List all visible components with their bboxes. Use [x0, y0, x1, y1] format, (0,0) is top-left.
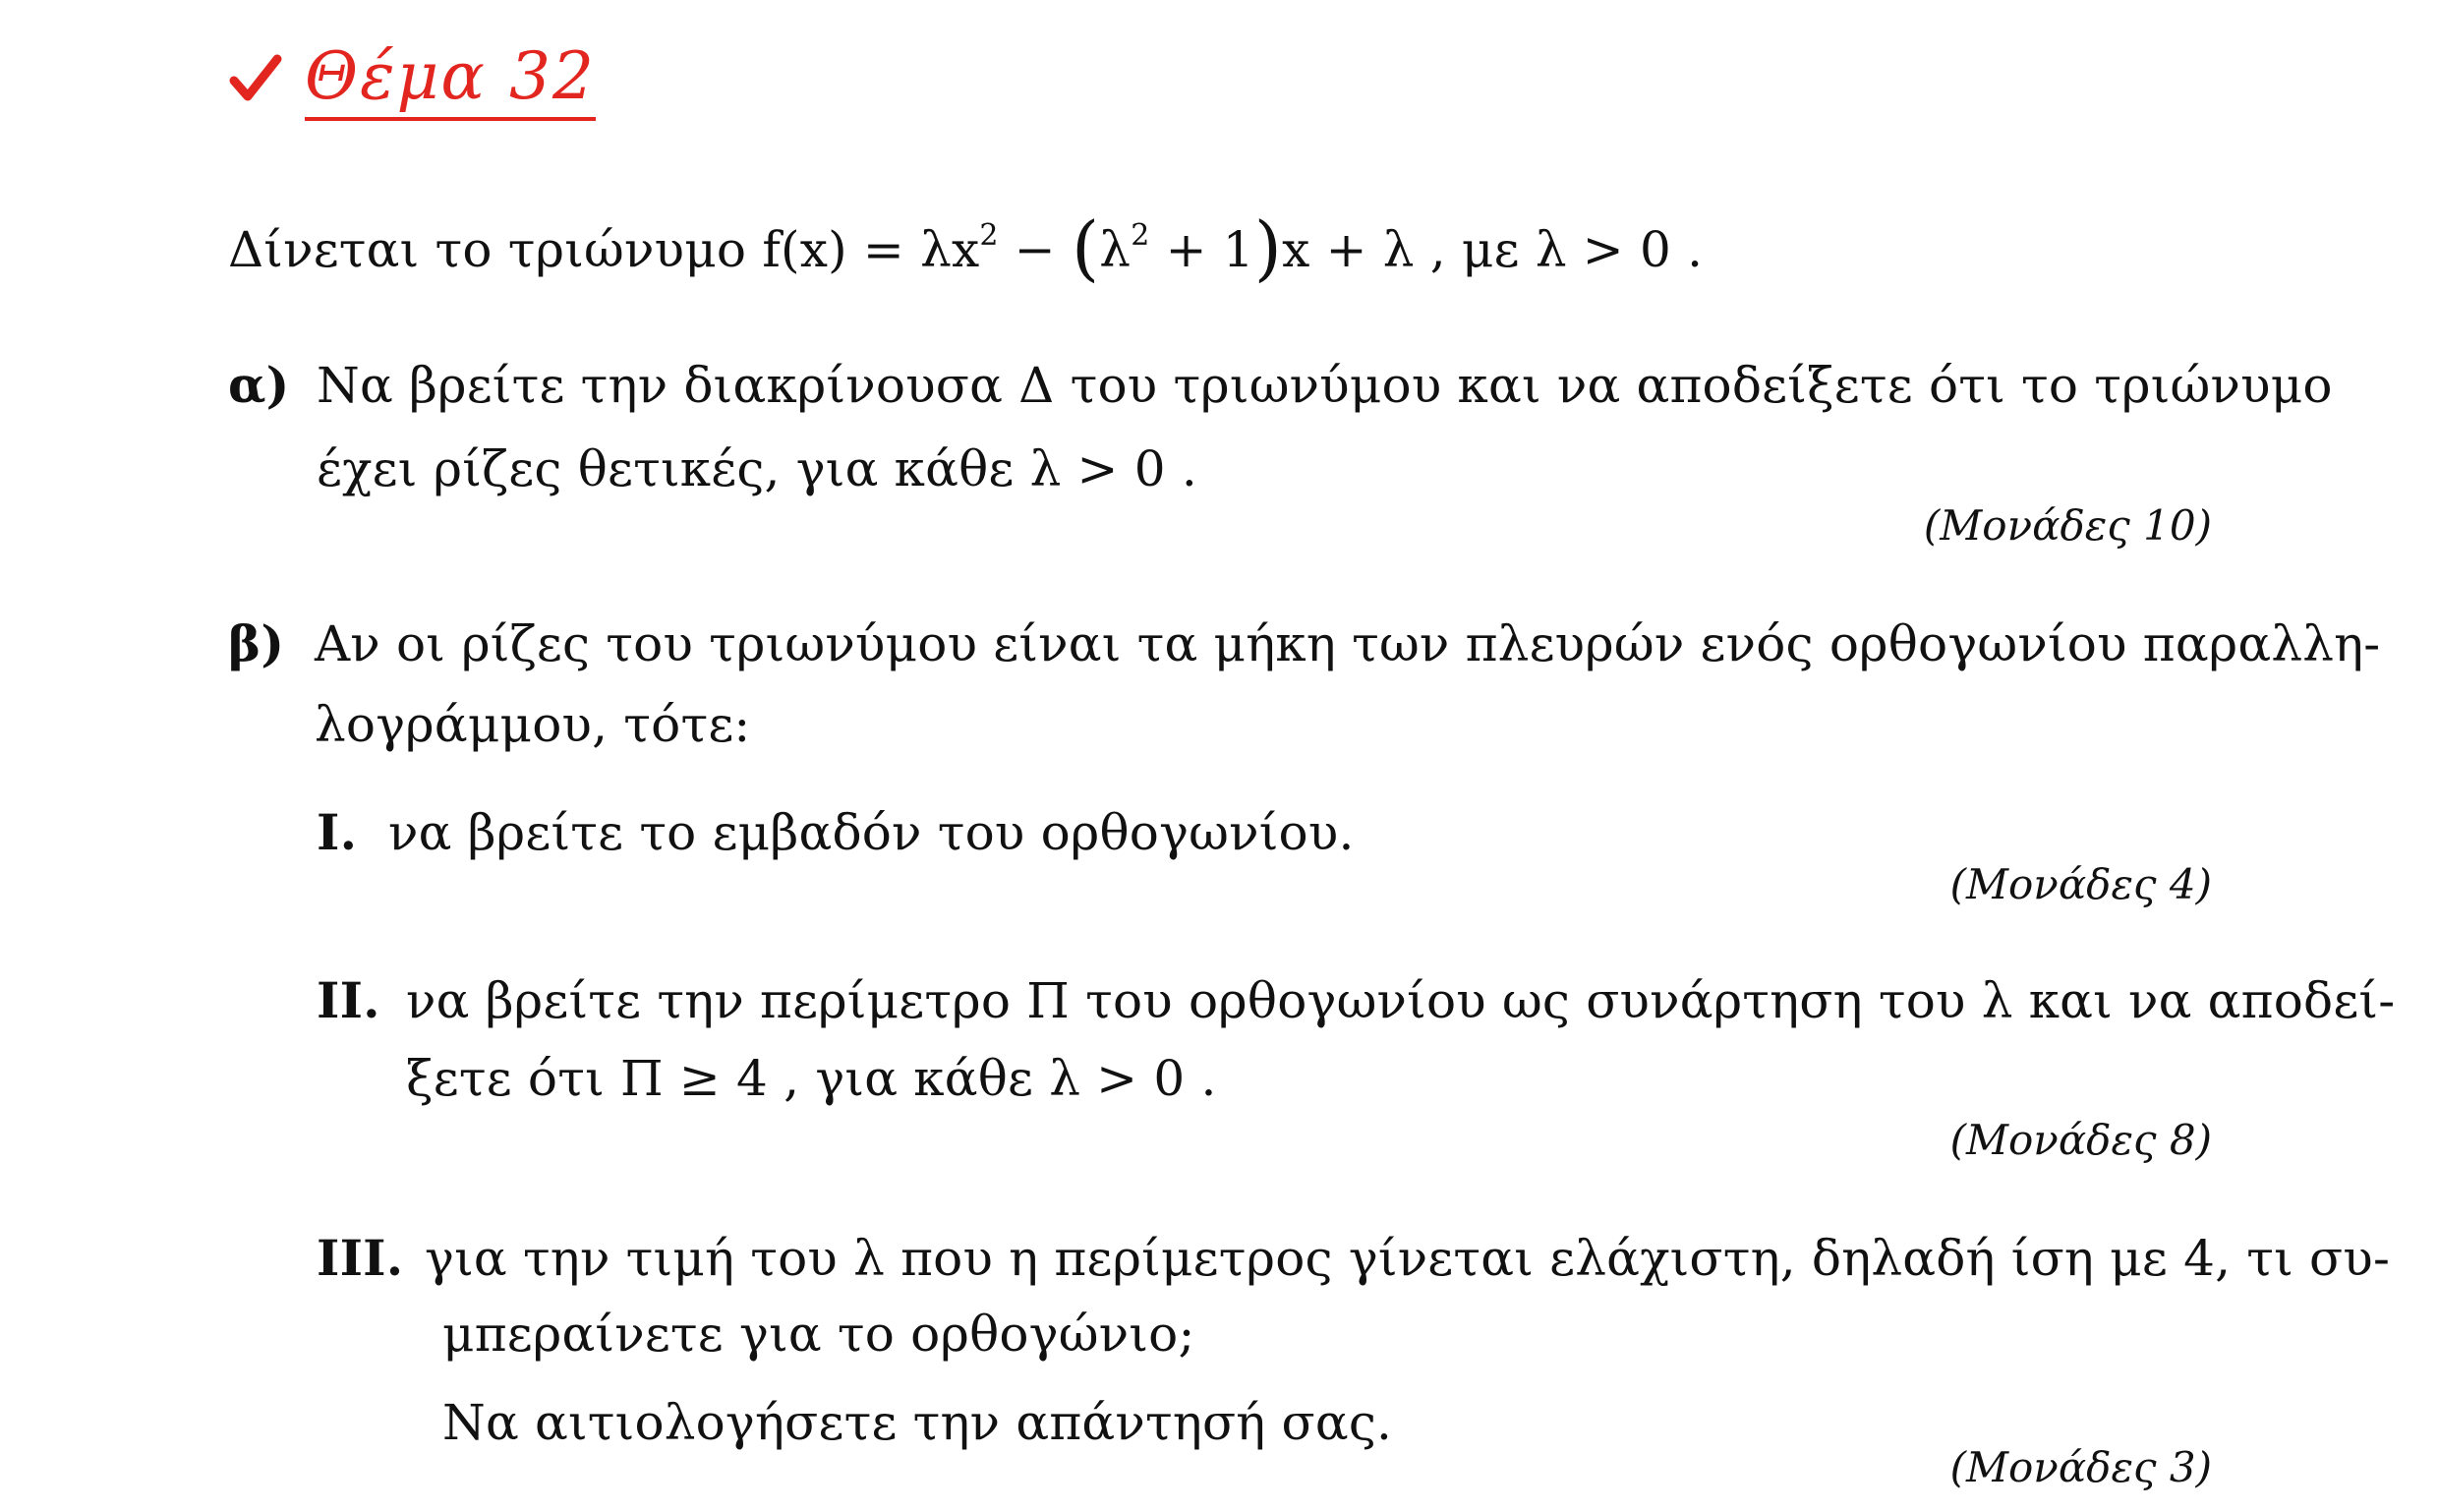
formula-part: λ — [1099, 221, 1132, 278]
exponent: 2 — [1131, 218, 1150, 253]
item-3-line-1: για την τιμή του λ που η περίμετρος γίνεται ελάχιστη, δηλαδή ίση με 4, τι συ- — [425, 1230, 2391, 1287]
item-2-label: ΙΙ. — [317, 971, 380, 1029]
item-1-line-1: να βρείτε το εμβαδόν του ορθογωνίου. — [388, 804, 1355, 861]
item-2-marks: (Μονάδες 8) — [1949, 1116, 2212, 1164]
intro-statement — [228, 206, 1704, 289]
formula-part: − — [998, 221, 1072, 278]
formula-part: x + λ , με λ > 0 . — [1282, 221, 1704, 278]
item-1-label: Ι. — [317, 803, 358, 861]
item-1-marks: (Μονάδες 4) — [1949, 860, 2212, 908]
item-2-line-1: να βρείτε την περίμετρο Π του ορθογωνίου ως συνάρτηση του λ και να αποδεί- — [406, 972, 2396, 1029]
part-a-line-1: Να βρείτε την διακρίνουσα Δ του τριωνύμου και να αποδείξετε ότι το τριώνυμο — [317, 357, 2333, 414]
item-3-line-3: Να αιτιολογήσετε την απάντησή σας. — [442, 1394, 1393, 1451]
left-paren: ( — [1072, 206, 1100, 289]
part-b-line-2: λογράμμου, τότε: — [315, 696, 751, 753]
part-b-label: β) — [228, 614, 285, 672]
part-a-marks: (Μονάδες 10) — [1923, 501, 2212, 550]
part-b-line-1: Αν οι ρίζες του τριωνύμου είναι τα μήκη των πλευρών ενός ορθογωνίου παραλλη- — [315, 615, 2381, 672]
item-2-line-2: ξετε ότι Π ≥ 4 , για κάθε λ > 0 . — [406, 1050, 1217, 1107]
item-3-line-2: μπεραίνετε για το ορθογώνιο; — [442, 1306, 1195, 1363]
item-3-label: ΙΙΙ. — [317, 1229, 404, 1287]
formula-part: f(x) = λx — [762, 221, 980, 278]
page-title: Θέμα 32 — [305, 41, 596, 121]
intro-prefix: Δίνεται το τριώνυμο — [228, 221, 747, 278]
right-paren: ) — [1253, 206, 1283, 289]
exponent: 2 — [979, 218, 999, 253]
item-3-marks: (Μονάδες 3) — [1949, 1443, 2212, 1491]
check-icon — [228, 51, 283, 106]
part-a-line-2: έχει ρίζες θετικές, για κάθε λ > 0 . — [317, 440, 1197, 497]
formula-part: + 1 — [1149, 221, 1254, 278]
part-a-label: α) — [228, 356, 290, 414]
